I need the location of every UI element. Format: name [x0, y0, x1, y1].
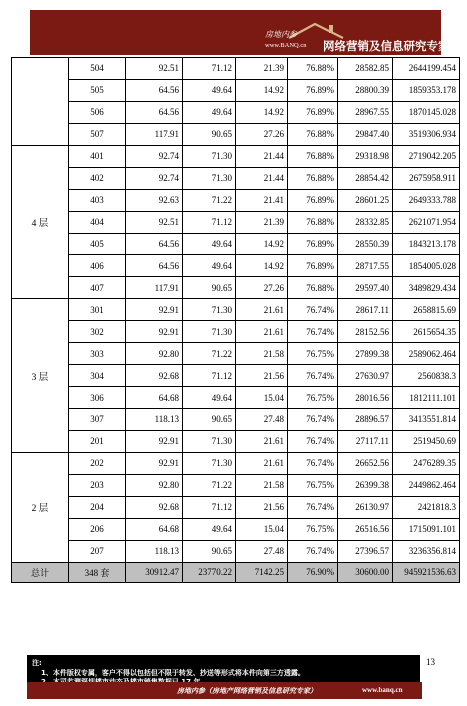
value-cell: 49.64	[183, 101, 236, 123]
unit-number-cell: 301	[69, 299, 126, 321]
value-cell: 2621071.954	[393, 211, 460, 233]
value-cell: 2615654.35	[393, 321, 460, 343]
total-value-cell: 30600.00	[338, 562, 393, 582]
value-cell: 92.80	[126, 343, 183, 365]
value-cell: 21.56	[236, 365, 288, 387]
value-cell: 76.74%	[288, 299, 338, 321]
value-cell: 118.13	[126, 540, 183, 562]
value-cell: 28854.42	[338, 167, 393, 189]
table-row	[12, 211, 460, 233]
value-cell: 1859353.178	[393, 79, 460, 101]
value-cell: 76.74%	[288, 540, 338, 562]
table-row	[12, 430, 460, 452]
value-cell: 64.56	[126, 255, 183, 277]
value-cell: 71.30	[183, 321, 236, 343]
value-cell: 21.44	[236, 145, 288, 167]
value-cell: 28967.55	[338, 101, 393, 123]
value-cell: 92.91	[126, 430, 183, 452]
total-label: 总计	[12, 562, 69, 582]
value-cell: 2658815.69	[393, 299, 460, 321]
value-cell: 2519450.69	[393, 430, 460, 452]
value-cell: 1715091.101	[393, 518, 460, 540]
value-cell: 71.22	[183, 343, 236, 365]
value-cell: 90.65	[183, 409, 236, 431]
unit-number-cell: 204	[69, 496, 126, 518]
table-body	[12, 58, 460, 583]
value-cell: 76.88%	[288, 277, 338, 299]
value-cell: 26516.56	[338, 518, 393, 540]
value-cell: 117.91	[126, 277, 183, 299]
value-cell: 28717.55	[338, 255, 393, 277]
value-cell: 15.04	[236, 518, 288, 540]
total-value-cell: 76.90%	[288, 562, 338, 582]
unit-number-cell: 405	[69, 233, 126, 255]
value-cell: 118.13	[126, 409, 183, 431]
unit-number-cell: 303	[69, 343, 126, 365]
value-cell: 71.30	[183, 452, 236, 474]
value-cell: 71.30	[183, 299, 236, 321]
value-cell: 2449862.464	[393, 474, 460, 496]
unit-number-cell: 504	[69, 58, 126, 80]
value-cell: 2719042.205	[393, 145, 460, 167]
value-cell: 76.74%	[288, 365, 338, 387]
value-cell: 27899.38	[338, 343, 393, 365]
value-cell: 29597.40	[338, 277, 393, 299]
value-cell: 27117.11	[338, 430, 393, 452]
value-cell: 28896.57	[338, 409, 393, 431]
value-cell: 28800.39	[338, 79, 393, 101]
value-cell: 21.58	[236, 343, 288, 365]
unit-number-cell: 207	[69, 540, 126, 562]
value-cell: 76.75%	[288, 518, 338, 540]
value-cell: 76.88%	[288, 58, 338, 80]
value-cell: 21.58	[236, 474, 288, 496]
value-cell: 71.22	[183, 474, 236, 496]
value-cell: 49.64	[183, 233, 236, 255]
value-cell: 92.51	[126, 58, 183, 80]
value-cell: 28601.25	[338, 189, 393, 211]
value-cell: 28016.56	[338, 387, 393, 409]
table-row	[12, 387, 460, 409]
value-cell: 1870145.028	[393, 101, 460, 123]
value-cell: 2560838.3	[393, 365, 460, 387]
value-cell: 76.74%	[288, 496, 338, 518]
value-cell: 71.22	[183, 189, 236, 211]
table-row	[12, 167, 460, 189]
value-cell: 71.12	[183, 211, 236, 233]
total-count: 348 套	[69, 562, 126, 582]
value-cell: 28152.56	[338, 321, 393, 343]
value-cell: 76.89%	[288, 79, 338, 101]
value-cell: 21.44	[236, 167, 288, 189]
value-cell: 2476289.35	[393, 452, 460, 474]
sales-table	[11, 57, 460, 583]
table-row	[12, 518, 460, 540]
unit-number-cell: 203	[69, 474, 126, 496]
value-cell: 76.74%	[288, 321, 338, 343]
value-cell: 26399.38	[338, 474, 393, 496]
value-cell: 64.68	[126, 518, 183, 540]
value-cell: 1812111.101	[393, 387, 460, 409]
value-cell: 21.56	[236, 496, 288, 518]
value-cell: 92.51	[126, 211, 183, 233]
value-cell: 27396.57	[338, 540, 393, 562]
value-cell: 27630.97	[338, 365, 393, 387]
value-cell: 2589062.464	[393, 343, 460, 365]
note-line-1: 1、本件版权专属，客户不得以包括但不限于转发、抄送等形式将本件向第三方透露。	[41, 669, 305, 677]
value-cell: 71.30	[183, 430, 236, 452]
value-cell: 64.68	[126, 387, 183, 409]
table-row	[12, 452, 460, 474]
table-row	[12, 299, 460, 321]
footer-band	[27, 682, 422, 699]
value-cell: 14.92	[236, 255, 288, 277]
unit-number-cell: 507	[69, 123, 126, 145]
value-cell: 71.30	[183, 167, 236, 189]
value-cell: 76.74%	[288, 409, 338, 431]
value-cell: 76.74%	[288, 452, 338, 474]
header-title: 网络营销及信息研究专家	[323, 41, 450, 53]
table-row	[12, 233, 460, 255]
value-cell: 64.56	[126, 101, 183, 123]
value-cell: 92.68	[126, 496, 183, 518]
value-cell: 28582.85	[338, 58, 393, 80]
value-cell: 21.61	[236, 452, 288, 474]
table-row	[12, 496, 460, 518]
value-cell: 21.39	[236, 58, 288, 80]
value-cell: 92.68	[126, 365, 183, 387]
table-row	[12, 365, 460, 387]
value-cell: 21.41	[236, 189, 288, 211]
value-cell: 92.74	[126, 145, 183, 167]
value-cell: 76.74%	[288, 430, 338, 452]
value-cell: 92.91	[126, 321, 183, 343]
unit-number-cell: 506	[69, 101, 126, 123]
floor-cell: 4 层	[12, 145, 69, 299]
value-cell: 117.91	[126, 123, 183, 145]
value-cell: 3519306.934	[393, 123, 460, 145]
value-cell: 14.92	[236, 79, 288, 101]
table-row	[12, 474, 460, 496]
value-cell: 2421818.3	[393, 496, 460, 518]
value-cell: 76.75%	[288, 387, 338, 409]
unit-number-cell: 304	[69, 365, 126, 387]
value-cell: 76.89%	[288, 189, 338, 211]
value-cell: 21.39	[236, 211, 288, 233]
sales-table-wrap	[11, 57, 459, 583]
total-value-cell: 7142.25	[236, 562, 288, 582]
table-row	[12, 101, 460, 123]
value-cell: 76.88%	[288, 211, 338, 233]
total-value-cell: 945921536.63	[393, 562, 460, 582]
table-row	[12, 189, 460, 211]
value-cell: 1843213.178	[393, 233, 460, 255]
note-title: 注:	[32, 659, 42, 667]
value-cell: 15.04	[236, 387, 288, 409]
value-cell: 76.88%	[288, 167, 338, 189]
logo-text: 房地内参	[265, 30, 297, 39]
value-cell: 76.88%	[288, 145, 338, 167]
value-cell: 76.88%	[288, 123, 338, 145]
table-row	[12, 409, 460, 431]
value-cell: 64.56	[126, 79, 183, 101]
floor-cell: 3 层	[12, 299, 69, 453]
value-cell: 21.61	[236, 299, 288, 321]
value-cell: 76.75%	[288, 474, 338, 496]
table-row	[12, 321, 460, 343]
value-cell: 76.75%	[288, 343, 338, 365]
value-cell: 3413551.814	[393, 409, 460, 431]
value-cell: 90.65	[183, 277, 236, 299]
unit-number-cell: 202	[69, 452, 126, 474]
value-cell: 3489829.434	[393, 277, 460, 299]
value-cell: 71.30	[183, 145, 236, 167]
total-value-cell: 30912.47	[126, 562, 183, 582]
value-cell: 92.63	[126, 189, 183, 211]
table-row	[12, 343, 460, 365]
unit-number-cell: 403	[69, 189, 126, 211]
unit-number-cell: 302	[69, 321, 126, 343]
value-cell: 21.61	[236, 430, 288, 452]
value-cell: 92.74	[126, 167, 183, 189]
value-cell: 27.26	[236, 277, 288, 299]
table-row	[12, 79, 460, 101]
logo-url: www.BANQ.cn	[265, 42, 307, 49]
unit-number-cell: 306	[69, 387, 126, 409]
value-cell: 49.64	[183, 79, 236, 101]
table-row	[12, 540, 460, 562]
table-row	[12, 123, 460, 145]
value-cell: 27.26	[236, 123, 288, 145]
floor-cell	[12, 58, 69, 146]
value-cell: 14.92	[236, 101, 288, 123]
value-cell: 27.48	[236, 540, 288, 562]
value-cell: 49.64	[183, 387, 236, 409]
unit-number-cell: 201	[69, 430, 126, 452]
value-cell: 2644199.454	[393, 58, 460, 80]
table-row	[12, 145, 460, 167]
value-cell: 1854005.028	[393, 255, 460, 277]
value-cell: 49.64	[183, 255, 236, 277]
footer-url: www.banq.cn	[362, 686, 403, 694]
value-cell: 92.91	[126, 452, 183, 474]
value-cell: 29318.98	[338, 145, 393, 167]
value-cell: 26652.56	[338, 452, 393, 474]
value-cell: 28550.39	[338, 233, 393, 255]
value-cell: 2675958.911	[393, 167, 460, 189]
value-cell: 71.12	[183, 496, 236, 518]
value-cell: 92.80	[126, 474, 183, 496]
value-cell: 71.12	[183, 58, 236, 80]
value-cell: 2649333.788	[393, 189, 460, 211]
value-cell: 90.65	[183, 540, 236, 562]
value-cell: 76.89%	[288, 233, 338, 255]
value-cell: 90.65	[183, 123, 236, 145]
value-cell: 76.89%	[288, 101, 338, 123]
value-cell: 71.12	[183, 365, 236, 387]
value-cell: 28332.85	[338, 211, 393, 233]
unit-number-cell: 206	[69, 518, 126, 540]
value-cell: 14.92	[236, 233, 288, 255]
value-cell: 26130.97	[338, 496, 393, 518]
unit-number-cell: 404	[69, 211, 126, 233]
total-row	[12, 562, 460, 582]
value-cell: 76.89%	[288, 255, 338, 277]
unit-number-cell: 307	[69, 409, 126, 431]
header-band	[30, 10, 450, 55]
unit-number-cell: 406	[69, 255, 126, 277]
unit-number-cell: 402	[69, 167, 126, 189]
total-value-cell: 23770.22	[183, 562, 236, 582]
value-cell: 49.64	[183, 518, 236, 540]
unit-number-cell: 407	[69, 277, 126, 299]
value-cell: 29847.40	[338, 123, 393, 145]
footer-text: 房地内参（房地产网络营销及信息研究专家）	[177, 687, 317, 695]
table-row	[12, 58, 460, 80]
value-cell: 28617.11	[338, 299, 393, 321]
value-cell: 21.61	[236, 321, 288, 343]
unit-number-cell: 401	[69, 145, 126, 167]
value-cell: 27.48	[236, 409, 288, 431]
table-row	[12, 277, 460, 299]
floor-cell: 2 层	[12, 452, 69, 562]
value-cell: 92.91	[126, 299, 183, 321]
value-cell: 64.56	[126, 233, 183, 255]
unit-number-cell: 505	[69, 79, 126, 101]
page-number: 13	[426, 657, 435, 667]
table-row	[12, 255, 460, 277]
value-cell: 3236356.814	[393, 540, 460, 562]
